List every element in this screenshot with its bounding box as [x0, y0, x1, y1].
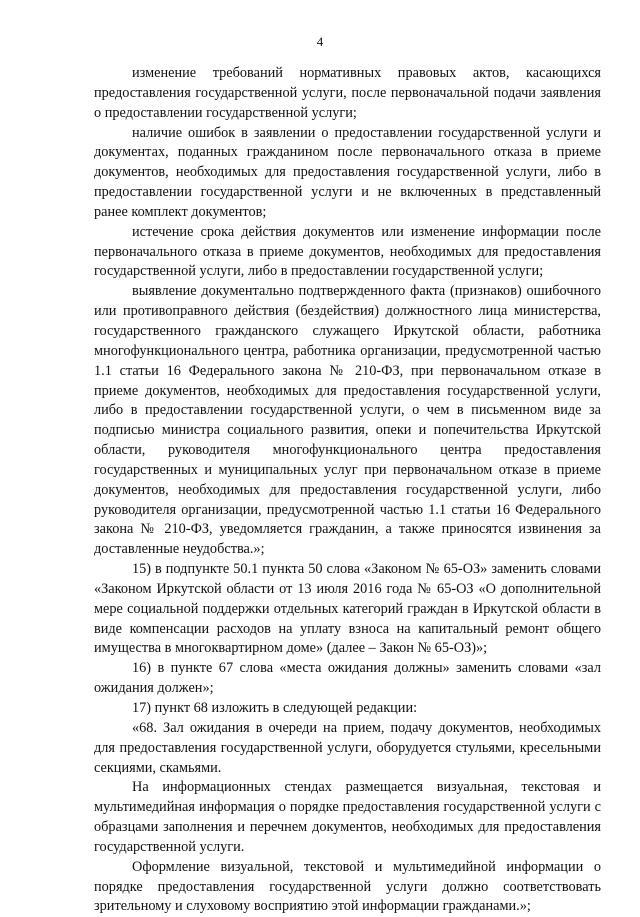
paragraph-regulation-change: изменение требований нормативных правовых актов, касающихся предоставления государственной услуги, после первоначальной подачи заявления о предоставлении государственной услуги;: [94, 65, 601, 121]
document-body: [94, 64, 601, 917]
paragraph-item-15: 15) в подпункте 50.1 пункта 50 слова «Законом № 65-ОЗ» заменить словами «Законом Иркутской области от 13 июля 2016 года № 65-ОЗ «О дополнительной мере социальной поддержки отдельных категорий граждан в Иркутской области в виде компенсации расходов на уплату взноса на капитальный ремонт общего имущества в многоквартирном доме» (далее – Закон № 65-ОЗ)»;: [94, 561, 601, 657]
paragraph-information-design: Оформление визуальной, текстовой и мультимедийной информации о порядке предоставления государственной услуги должно соответствовать зрительному и слуховому восприятию этой информации гражданами.»;: [94, 858, 601, 915]
paragraph-application-errors: наличие ошибок в заявлении о предоставлении государственной услуги и документах, поданных гражданином после первоначального отказа в приеме документов, необходимых для предоставления государственной услуги, либо в предоставлении государственной услуги и не включенных в представленный ранее комплект документов;: [94, 124, 601, 220]
paragraph-item-16: 16) в пункте 67 слова «места ожидания должны» заменить словами «зал ожидания должен»;: [94, 660, 601, 697]
paragraph-official-error: выявление документально подтвержденного факта (признаков) ошибочного или противоправного действия (бездействия) должностного лица министерства, государственного гражданского служащего Иркутской области, работника многофункционального центра, работника организации, предусмотренной частью 1.1 статьи 16 Федерального закона № 210-ФЗ, при первоначальном отказе в приеме документов, необходимых для предоставления государственной услуги, либо в предоставлении государственной услуги, о чем в письменном виде за подписью министра социального развития, опеки и попечительства Иркутской области, руководителя многофункционального центра предоставления государственных и муниципальных услуг при первоначальном отказе в приеме документов, необходимых для предоставления государственной услуги, либо руководителя организации, предусмотренной частью 1.1 статьи 16 Федерального закона № 210-ФЗ, уведомляется гражданин, а также приносятся извинения за доставленные неудобства.»;: [94, 283, 601, 558]
paragraph-item-17: 17) пункт 68 изложить в следующей редакции:: [132, 700, 418, 716]
paragraph-document-expiry: истечение срока действия документов или изменение информации после первоначального отказа в приеме документов, необходимых для предоставления государственной услуги, либо в предоставлении государственной услуги;: [94, 223, 601, 280]
page-number: 4: [316, 34, 324, 49]
paragraph-information-stands: На информационных стендах размещается визуальная, текстовая и мультимедийная информация о порядке предоставления государственной услуги с образцами заполнения и перечнем документов, необходимых для предоставления государственной услуги.: [94, 779, 601, 855]
paragraph-item-68-waiting-hall: «68. Зал ожидания в очереди на прием, подачу документов, необходимых для предоставления государственной услуги, оборудуется стульями, кресельными секциями, скамьями.: [94, 719, 601, 776]
